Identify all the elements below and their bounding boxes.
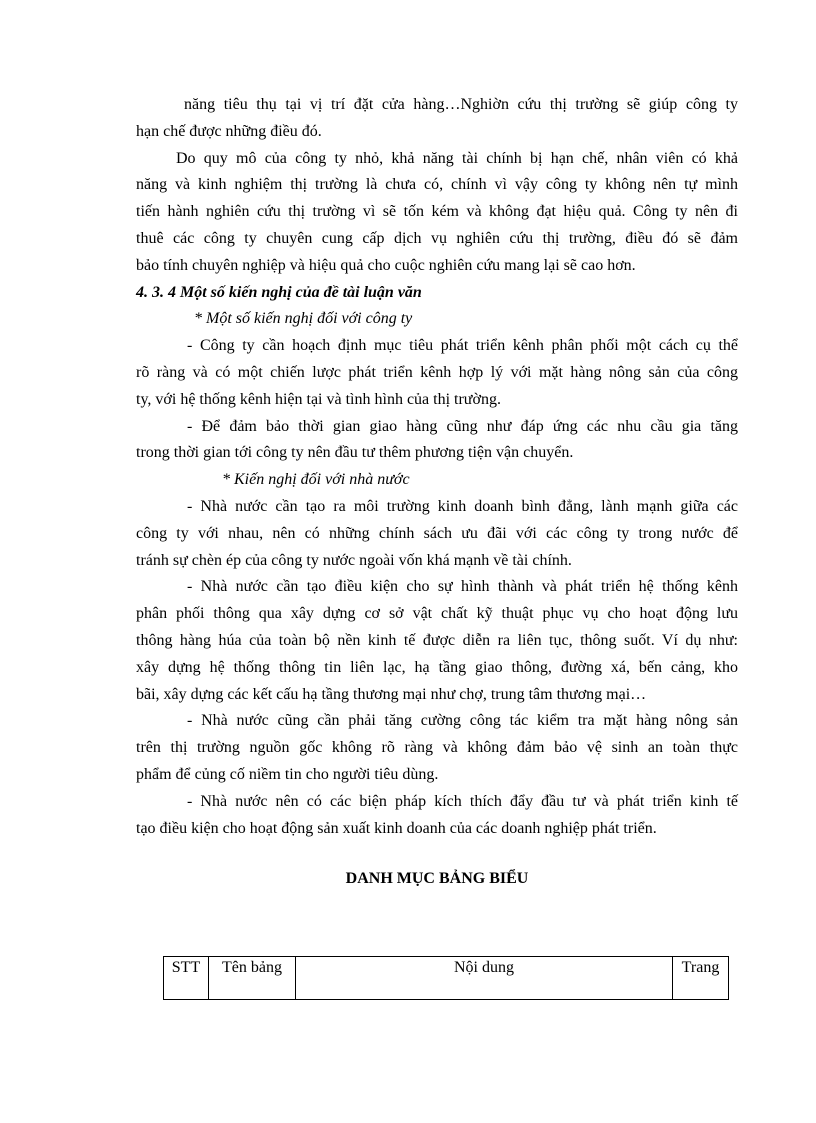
body-text-line: công ty với nhau, nên có những chính sách ưu đãi với các công ty trong nước để <box>136 524 738 542</box>
body-text-line: - Nhà nước cần tạo ra môi trường kinh doanh bình đẳng, lành mạnh giữa các <box>187 497 738 515</box>
body-text-line: Do quy mô của công ty nhỏ, khả năng tài chính bị hạn chế, nhân viên có khả <box>176 149 738 167</box>
body-text-line: - Nhà nước cần tạo điều kiện cho sự hình thành và phát triển hệ thống kênh <box>187 578 738 596</box>
body-text-line: tiến hành nghiên cứu thị trường vì sẽ tốn kém và không đạt hiệu quả. Công ty nên đi <box>136 203 738 221</box>
body-text-line: ty, với hệ thống kênh hiện tại và tình hình của thị trường. <box>136 390 501 408</box>
subheading-company: * Một số kiến nghị đối với công ty <box>194 310 413 328</box>
header-page: Trang <box>673 957 729 1000</box>
header-stt: STT <box>164 957 209 1000</box>
body-text-line: xây dựng hệ thống thông tin liên lạc, hạ tầng giao thông, đường xá, bến cảng, kho <box>136 658 738 676</box>
body-text-line: tránh sự chèn ép của công ty nước ngoài vốn khá mạnh về tài chính. <box>136 551 572 569</box>
body-text-line: trên thị trường nguồn gốc không rõ ràng và không đảm bảo vệ sinh an toàn thực <box>136 739 738 757</box>
body-text-line: thông hàng húa của toàn bộ nền kinh tế được diễn ra liên tục, thông suốt. Ví dụ như: <box>136 631 738 649</box>
body-text-line: phẩm để củng cố niềm tin cho người tiêu dùng. <box>136 765 439 783</box>
body-text-line: năng tiêu thụ tại vị trí đặt cửa hàng…Nghiờn cứu thị trường sẽ giúp công ty <box>184 96 738 113</box>
body-text-line: tạo điều kiện cho hoạt động sản xuất kinh doanh của các doanh nghiệp phát triển. <box>136 819 657 837</box>
body-text-line: trong thời gian tới công ty nên đầu tư thêm phương tiện vận chuyển. <box>136 444 574 462</box>
list-of-tables <box>163 956 729 1000</box>
body-text-line: rõ ràng và có một chiến lược phát triển kênh hợp lý với mặt hàng nông sản của công <box>136 363 738 381</box>
body-text-line: năng và kinh nghiệm thị trường là chưa có, chính vì vậy công ty không nên tự mình <box>136 176 738 194</box>
document-page <box>136 92 738 892</box>
body-text-line: bãi, xây dựng các kết cấu hạ tầng thương mại như chợ, trung tâm thương mại… <box>136 685 647 703</box>
body-text-line: - Nhà nước nên có các biện pháp kích thích đẩy đầu tư và phát triển kinh tế <box>187 792 738 810</box>
body-text-line: thuê các công ty chuyên cung cấp dịch vụ nghiên cứu thị trường, điều đó sẽ đảm <box>136 229 738 247</box>
table-header-row <box>164 957 729 1000</box>
body-text-line: bảo tính chuyên nghiệp và hiệu quả cho cuộc nghiên cứu mang lại sẽ cao hơn. <box>136 256 636 274</box>
list-of-tables-title: DANH MỤC BẢNG BIỂU <box>345 870 529 888</box>
body-text-line: phân phối thông qua xây dựng cơ sở vật chất kỹ thuật phục vụ cho hoạt động lưu <box>136 605 738 623</box>
body-text-line: - Nhà nước cũng cần phải tăng cường công tác kiểm tra mặt hàng nông sản <box>187 712 738 730</box>
section-heading: 4. 3. 4 Một số kiến nghị của đề tài luận văn <box>136 283 422 301</box>
header-table-name: Tên bảng <box>209 957 296 1000</box>
body-text-line: hạn chế được những điều đó. <box>136 122 322 140</box>
header-content: Nội dung <box>296 957 673 1000</box>
subheading-state: * Kiến nghị đối với nhà nước <box>222 471 410 489</box>
body-text-line: - Để đảm bảo thời gian giao hàng cũng như đáp ứng các nhu cầu gia tăng <box>187 417 738 435</box>
body-text-line: - Công ty cần hoạch định mục tiêu phát triển kênh phân phối một cách cụ thể <box>187 337 738 355</box>
